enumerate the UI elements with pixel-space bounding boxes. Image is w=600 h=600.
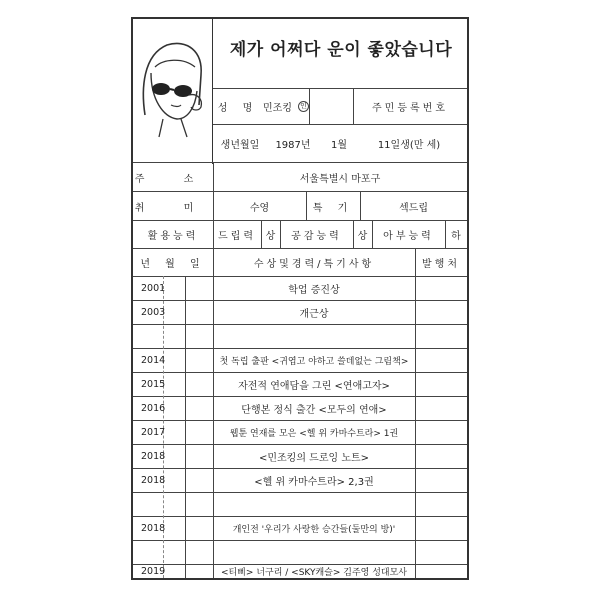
table-row-year: 2019 (141, 566, 166, 577)
table-row-year: 2018 (141, 523, 166, 534)
table-row-text: 웹툰 연재를 모은 <헬 위 카마수트라> 1권 (229, 429, 399, 439)
birth-year: 1987년 (275, 140, 311, 151)
table-row-year (133, 493, 171, 516)
document-title: 제가 어쩌다 운이 좋았습니다 (229, 40, 453, 60)
table-row-text (213, 541, 415, 564)
table-row-year (133, 541, 171, 564)
special-value: 섹드립 (399, 202, 428, 214)
table-row-text: <민조킹의 드로잉 노트> (258, 453, 370, 464)
table-row-text (213, 493, 415, 516)
table-row-year: 2017 (141, 427, 166, 438)
ability-level-2: 상 (357, 231, 368, 242)
portrait-illustration (133, 19, 213, 164)
table-row-text: 첫 독립 출판 <귀엽고 야하고 쓸데없는 그림책> (219, 357, 409, 367)
table-row-year: 2018 (141, 451, 166, 462)
table-row-year: 2015 (141, 379, 166, 390)
ability-level-3: 하 (451, 231, 461, 242)
table-row-text: 단행본 정식 출간 <모두의 연애> (241, 405, 387, 416)
id-number-label: 주민등록번호 (372, 103, 448, 114)
table-row-text: 개인전 '우리가 사랑한 승간들(둘만의 방)' (232, 525, 396, 535)
table-row-year: 2001 (141, 283, 166, 294)
history-issuer-header: 발행처 (422, 259, 460, 270)
table-row-text: 자전적 연애담을 그린 <연애고자> (238, 381, 390, 392)
address-value: 서울특별시 마포구 (299, 173, 381, 185)
table-row-text (213, 325, 415, 348)
ability-label: 활용능력 (147, 231, 199, 242)
history-content-header: 수상및경력/특기사항 (253, 259, 375, 270)
ability-name-2: 공감능력 (291, 231, 342, 242)
table-row-text: 학업 증진상 (288, 285, 340, 296)
table-row-year: 2018 (141, 475, 166, 486)
name-value: 민조킹 (263, 103, 292, 114)
birth-label: 생년월일 (220, 140, 260, 151)
special-label: 특 기 (312, 202, 354, 214)
table-row-text: <티삐> 너구리 / <SKY캐슬> 김주영 성대모사 (220, 568, 407, 578)
table-row-text: 개근상 (299, 309, 329, 320)
seal-mark: 인 (298, 101, 309, 112)
hobby-label: 취 미 (134, 202, 212, 214)
ability-name-1: 드립력 (218, 231, 256, 242)
woman-with-sunglasses-icon (133, 19, 213, 164)
table-row-year: 2003 (141, 307, 166, 318)
address-label: 주 소 (134, 173, 212, 185)
table-row-text: <헬 위 카마수트라> 2,3권 (254, 477, 374, 488)
history-date-header: 년 월 일 (140, 259, 206, 270)
resume-card (131, 17, 469, 580)
birth-month: 1월 (330, 140, 348, 151)
table-row-year: 2014 (141, 355, 166, 366)
table-row-year (133, 325, 171, 348)
table-row-year: 2016 (141, 403, 166, 414)
ability-name-3: 아부능력 (383, 231, 434, 242)
birth-day: 11일생(만 세) (377, 140, 441, 151)
name-label: 성 명 (217, 103, 259, 114)
hobby-value: 수영 (249, 202, 270, 214)
ability-level-1: 상 (265, 231, 276, 242)
